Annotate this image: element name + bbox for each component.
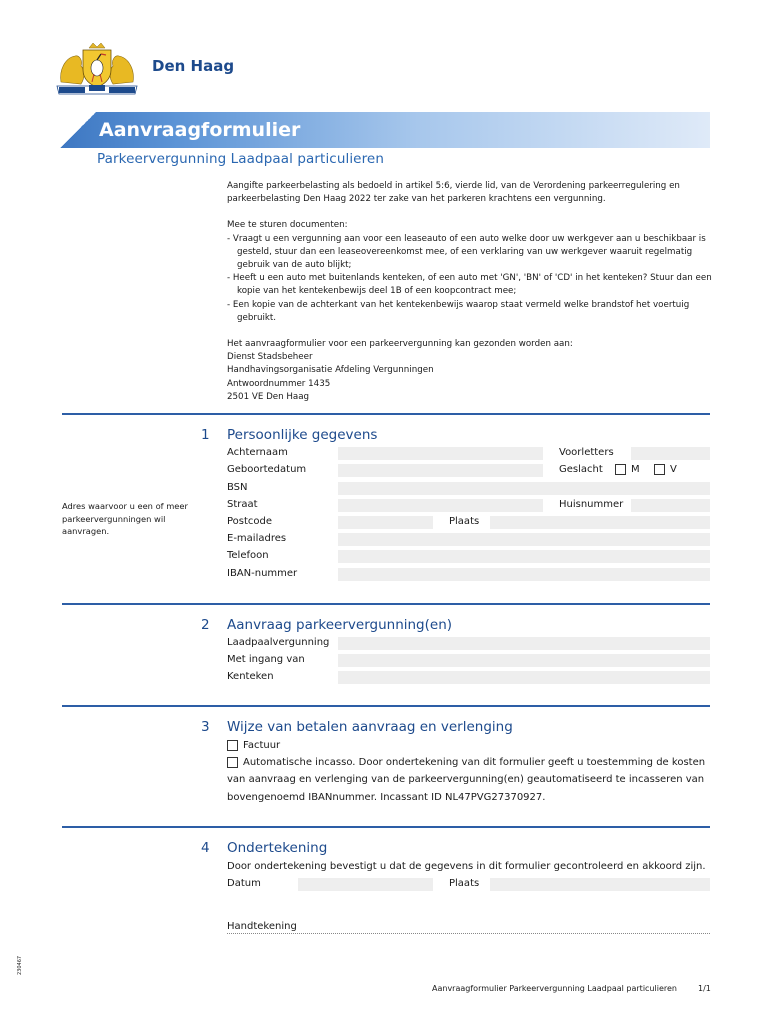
achternaam-label: Achternaam [227,447,288,458]
geboortedatum-label: Geboortedatum [227,464,307,475]
section-divider [62,413,710,415]
footer-title: Aanvraagformulier Parkeervergunning Laadpaal particulieren [432,984,677,993]
plaats-label: Plaats [449,516,480,527]
achternaam-field[interactable] [338,447,543,460]
form-code: 230467 [17,955,23,975]
geboortedatum-field[interactable] [338,464,543,477]
page-subtitle: Parkeervergunning Laadpaal particulieren [97,151,384,167]
kenteken-label: Kenteken [227,671,274,682]
incasso-text: van aanvraag en verlenging van de parkeervergunning(en) geautomatiseerd te incasseren van [227,774,705,785]
telefoon-label: Telefoon [227,550,269,561]
intro-text [227,180,712,404]
plaats-label: Plaats [449,878,480,889]
postcode-label: Postcode [227,516,273,527]
bsn-label: BSN [227,482,248,493]
ingang-field[interactable] [338,654,710,667]
brand-name: Den Haag [152,57,235,75]
postcode-field[interactable] [338,516,433,529]
section-4-number: 4 [201,840,210,856]
plaats-field[interactable] [490,516,710,529]
page-title: Aanvraagformulier [99,119,301,141]
ingang-label: Met ingang van [227,654,305,665]
incasso-text: bovengenoemd IBANnummer. Incassant ID NL47PVG27370927. [227,792,546,803]
gender-v-label: V [670,464,677,475]
address-line: Antwoordnummer 1435 [227,378,331,389]
documents-bullet: - Heeft u een auto met buitenlands kenteken, of een auto met 'GN', 'BN' of 'CD' in het kenteken? Stuur dan een kopie van het kentekenbewijs deel 1B of een koopcontract mee; [227,273,712,297]
section-divider [62,603,710,605]
section-divider [62,705,710,707]
huisnummer-label: Huisnummer [559,499,624,510]
documents-bullet: - Een kopie van de achterkant van het kentekenbewijs waarop staat vermeld welke brandstof het voertuig gebruikt. [227,299,690,323]
laadpaal-label: Laadpaalvergunning [227,637,330,648]
incasso-text: Automatische incasso. Door ondertekening van dit formulier geeft u toestemming de kosten [243,757,706,768]
section-1-title: Persoonlijke gegevens [227,427,378,443]
huisnummer-field[interactable] [631,499,710,512]
address-line: Het aanvraagformulier voor een parkeervergunning kan gezonden worden aan: [227,339,573,350]
voorletters-field[interactable] [631,447,710,460]
gender-v-checkbox[interactable] [654,464,665,475]
signature-line[interactable] [227,933,710,934]
datum-field[interactable] [298,878,433,891]
section-3-number: 3 [201,719,210,735]
plaats-field[interactable] [490,878,710,891]
bsn-field[interactable] [338,482,710,495]
intro-paragraph: Aangifte parkeerbelasting als bedoeld in artikel 5:6, vierde lid, van de Verordening parkeerregulering en parkeerbelasting Den Haag 2022 ter zake van het parkeren krachtens een vergunning. [227,181,680,205]
kenteken-field[interactable] [338,671,710,684]
iban-label: IBAN-nummer [227,568,298,579]
gender-m-label: M [631,464,640,475]
section-3-title: Wijze van betalen aanvraag en verlenging [227,719,513,735]
telefoon-field[interactable] [338,550,710,563]
straat-field[interactable] [338,499,543,512]
straat-label: Straat [227,499,258,510]
voorletters-label: Voorletters [559,447,614,458]
section-2-number: 2 [201,617,210,633]
email-label: E-mailadres [227,533,287,544]
signature-statement: Door ondertekening bevestigt u dat de gegevens in dit formulier gecontroleerd en akkoord zijn. [227,861,706,872]
geslacht-label: Geslacht [559,464,603,475]
page-number: 1/1 [698,984,711,993]
section-4-title: Ondertekening [227,840,328,856]
section-divider [62,826,710,828]
documents-bullet: - Vraagt u een vergunning aan voor een leaseauto of een auto welke door uw werkgever aan u beschikbaar is gesteld, stuur dan een leaseovereenkomst mee, of een verklaring van uw werkgever waaruit regelmatig gebruik van de auto blijkt; [227,233,706,271]
iban-field[interactable] [338,568,710,581]
email-field[interactable] [338,533,710,546]
datum-label: Datum [227,878,261,889]
den-haag-coat-of-arms-icon [55,42,139,96]
documents-heading: Mee te sturen documenten: [227,220,348,231]
handtekening-label: Handtekening [227,921,297,932]
factuur-checkbox[interactable] [227,740,238,751]
gender-m-checkbox[interactable] [615,464,626,475]
address-line: 2501 VE Den Haag [227,391,310,402]
address-side-note: Adres waarvoor u een of meer parkeervergunningen wil aanvragen. [62,501,188,536]
incasso-checkbox[interactable] [227,757,238,768]
factuur-label: Factuur [243,740,281,751]
section-1-number: 1 [201,427,210,443]
address-line: Dienst Stadsbeheer [227,352,313,363]
section-2-title: Aanvraag parkeervergunning(en) [227,617,453,633]
address-line: Handhavingsorganisatie Afdeling Vergunningen [227,365,434,376]
laadpaal-field[interactable] [338,637,710,650]
